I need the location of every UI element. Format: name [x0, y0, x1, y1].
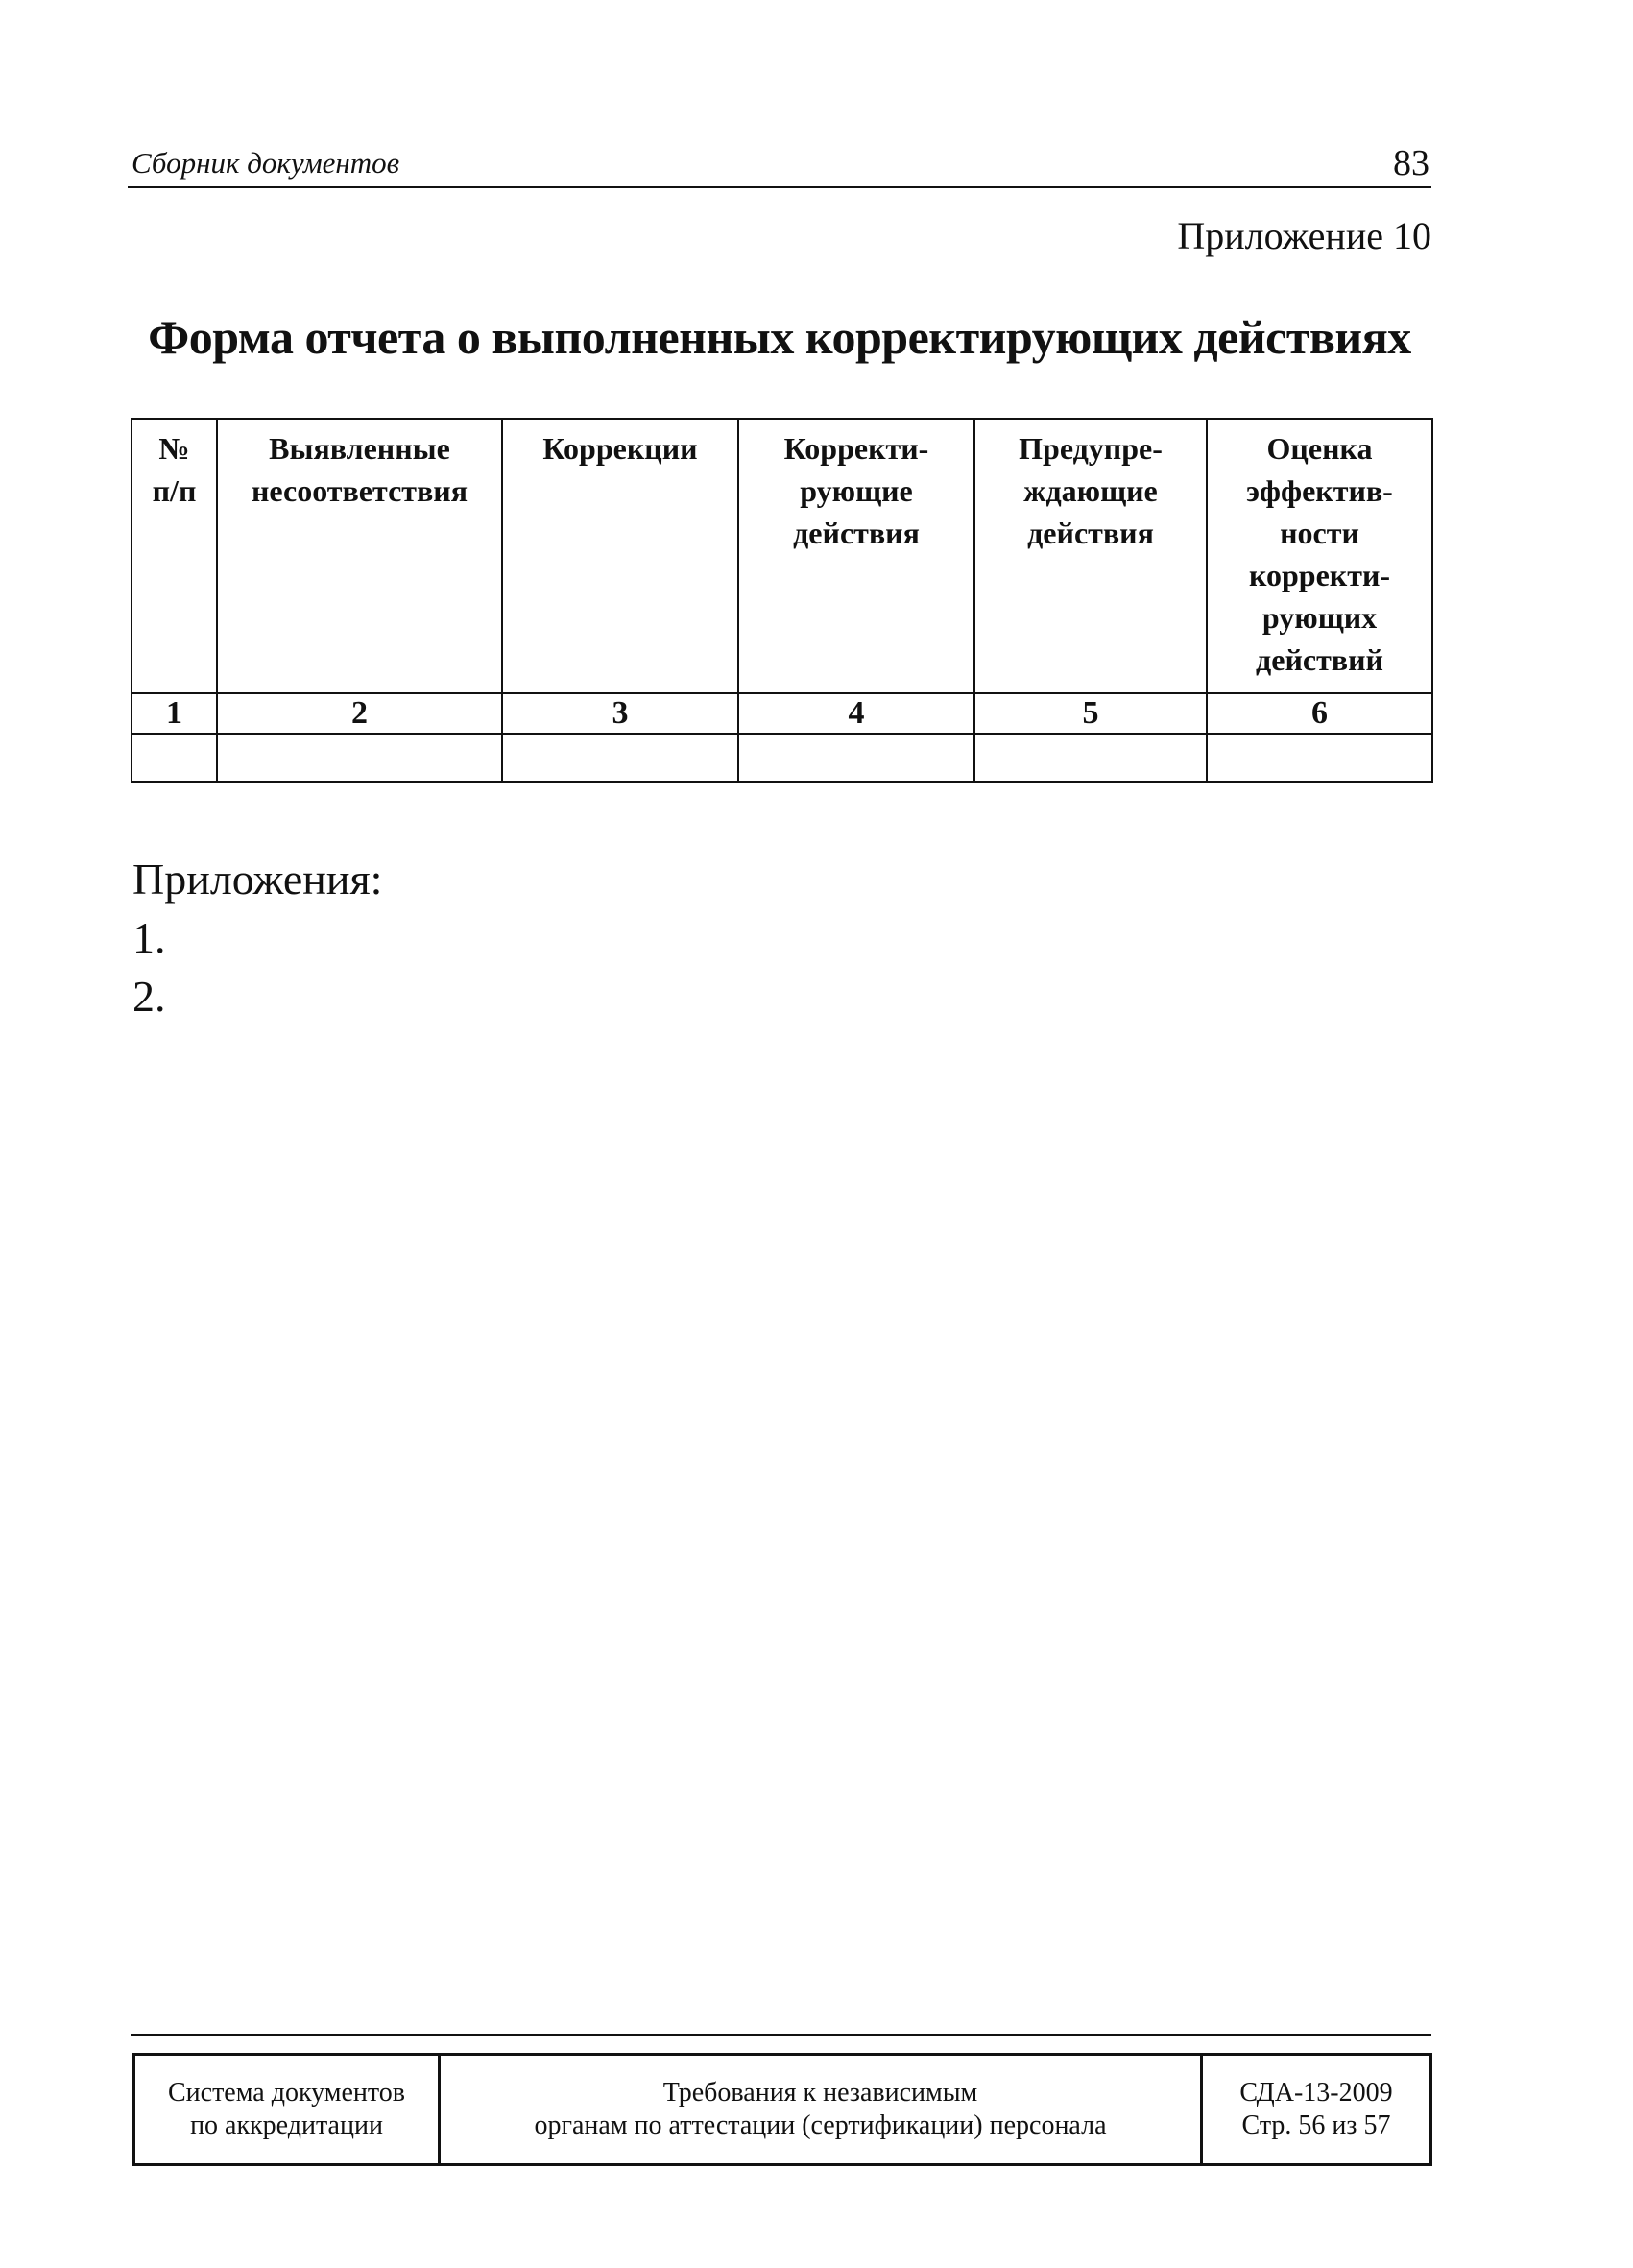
- attachment-item: 1.: [132, 913, 166, 962]
- table-row: [132, 734, 1432, 782]
- column-header: Коррекции: [502, 419, 738, 693]
- attachment-item: 2.: [132, 972, 166, 1021]
- column-header: Выявленные несоответствия: [217, 419, 502, 693]
- table-cell: [502, 734, 738, 782]
- form-title: Форма отчета о выполненных корректирующих действиях: [148, 310, 1411, 364]
- column-number: 6: [1207, 693, 1432, 734]
- attachments-heading: Приложения:: [132, 855, 383, 904]
- footer-system: Система документов по аккредитации: [134, 2055, 440, 2165]
- table-cell: [738, 734, 974, 782]
- report-table: [131, 418, 1433, 783]
- page-number: 83: [1393, 143, 1429, 183]
- column-number: 1: [132, 693, 217, 734]
- column-number-row: [132, 693, 1432, 734]
- collection-title: Сборник документов: [132, 146, 400, 180]
- appendix-label: Приложение 10: [1177, 214, 1431, 257]
- footer-divider: [131, 2034, 1431, 2036]
- table-header-row: [132, 419, 1432, 693]
- column-header: № п/п: [132, 419, 217, 693]
- footer-document-title: Требования к независимым органам по аттестации (сертификации) персонала: [440, 2055, 1202, 2165]
- column-number: 2: [217, 693, 502, 734]
- table-cell: [132, 734, 217, 782]
- column-header: Оценка эффектив- ности корректи- рующих действий: [1207, 419, 1432, 693]
- running-header: [128, 142, 1431, 188]
- table-cell: [974, 734, 1207, 782]
- attachments-section: [132, 850, 382, 1025]
- column-header: Предупре- ждающие действия: [974, 419, 1207, 693]
- footer-table: [132, 2053, 1432, 2166]
- column-number: 4: [738, 693, 974, 734]
- column-header: Корректи- рующие действия: [738, 419, 974, 693]
- footer-document-code: СДА-13-2009 Стр. 56 из 57: [1202, 2055, 1431, 2165]
- table-cell: [1207, 734, 1432, 782]
- column-number: 3: [502, 693, 738, 734]
- column-number: 5: [974, 693, 1207, 734]
- table-cell: [217, 734, 502, 782]
